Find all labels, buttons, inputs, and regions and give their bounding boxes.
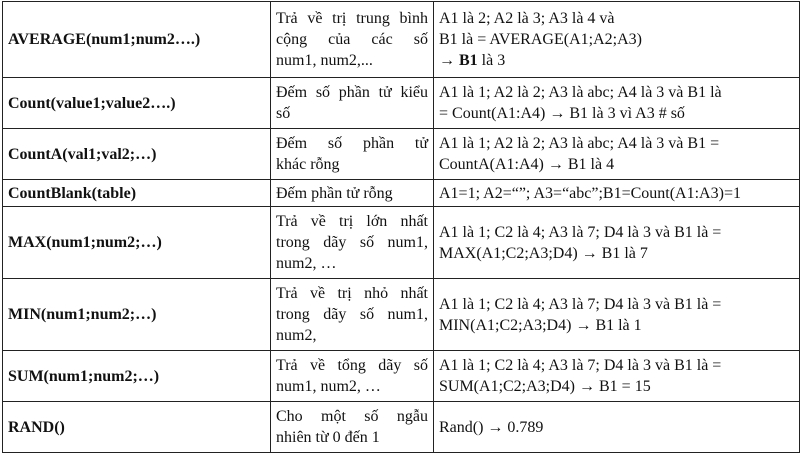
- functions-table: [2, 1, 800, 453]
- function-example: A1 là 1; C2 là 4; A3 là 7; D4 là 3 và B1 là = SUM(A1;C2;A3;D4) → B1 = 15: [434, 351, 800, 402]
- function-name: RAND(): [3, 402, 271, 453]
- table-row: [3, 207, 800, 279]
- function-description: Trả về trị lớn nhất trong dãy số num1, num2, …: [271, 207, 434, 279]
- function-example: A1 là 1; C2 là 4; A3 là 7; D4 là 3 và B1 là = MIN(A1;C2;A3;D4) → B1 là 1: [434, 279, 800, 351]
- function-name: Count(value1;value2….): [3, 78, 271, 129]
- table-row: [3, 351, 800, 402]
- function-example: A1 là 2; A2 là 3; A3 là 4 và B1 là = AVERAGE(A1;A2;A3) → B1 là 3: [434, 2, 800, 78]
- table-row: [3, 402, 800, 453]
- function-description: Cho một số ngẫu nhiên từ 0 đến 1: [271, 402, 434, 453]
- table-row: [3, 129, 800, 180]
- function-name: MAX(num1;num2;…): [3, 207, 271, 279]
- function-name: SUM(num1;num2;…): [3, 351, 271, 402]
- function-description: Trả về tổng dãy số num1, num2, …: [271, 351, 434, 402]
- table-row: [3, 78, 800, 129]
- function-description: Đếm phần tử rỗng: [271, 180, 434, 207]
- function-example: Rand() → 0.789: [434, 402, 800, 453]
- table-row: [3, 180, 800, 207]
- function-name: CountA(val1;val2;…): [3, 129, 271, 180]
- function-description: Đếm số phần tử kiểu số: [271, 78, 434, 129]
- function-description: Đếm số phần tử khác rỗng: [271, 129, 434, 180]
- example-result: → B1 là 3: [439, 52, 506, 69]
- function-example: A1 là 1; A2 là 2; A3 là abc; A4 là 3 và B1 là = Count(A1:A4) → B1 là 3 vì A3 # số: [434, 78, 800, 129]
- table-row: [3, 2, 800, 78]
- function-example: A1 là 1; A2 là 2; A3 là abc; A4 là 3 và B1 = CountA(A1:A4) → B1 là 4: [434, 129, 800, 180]
- arrow-icon: →: [439, 52, 455, 69]
- table-row: [3, 279, 800, 351]
- function-name: CountBlank(table): [3, 180, 271, 207]
- function-description: Trả về trị nhỏ nhất trong dãy số num1, num2,: [271, 279, 434, 351]
- function-description: Trả về trị trung bình cộng của các số num1, num2,...: [271, 2, 434, 78]
- function-name: MIN(num1;num2;…): [3, 279, 271, 351]
- function-name: AVERAGE(num1;num2….): [3, 2, 271, 78]
- function-example: A1=1; A2=“”; A3=“abc”;B1=Count(A1:A3)=1: [434, 180, 800, 207]
- function-example: A1 là 1; C2 là 4; A3 là 7; D4 là 3 và B1 là = MAX(A1;C2;A3;D4) → B1 là 7: [434, 207, 800, 279]
